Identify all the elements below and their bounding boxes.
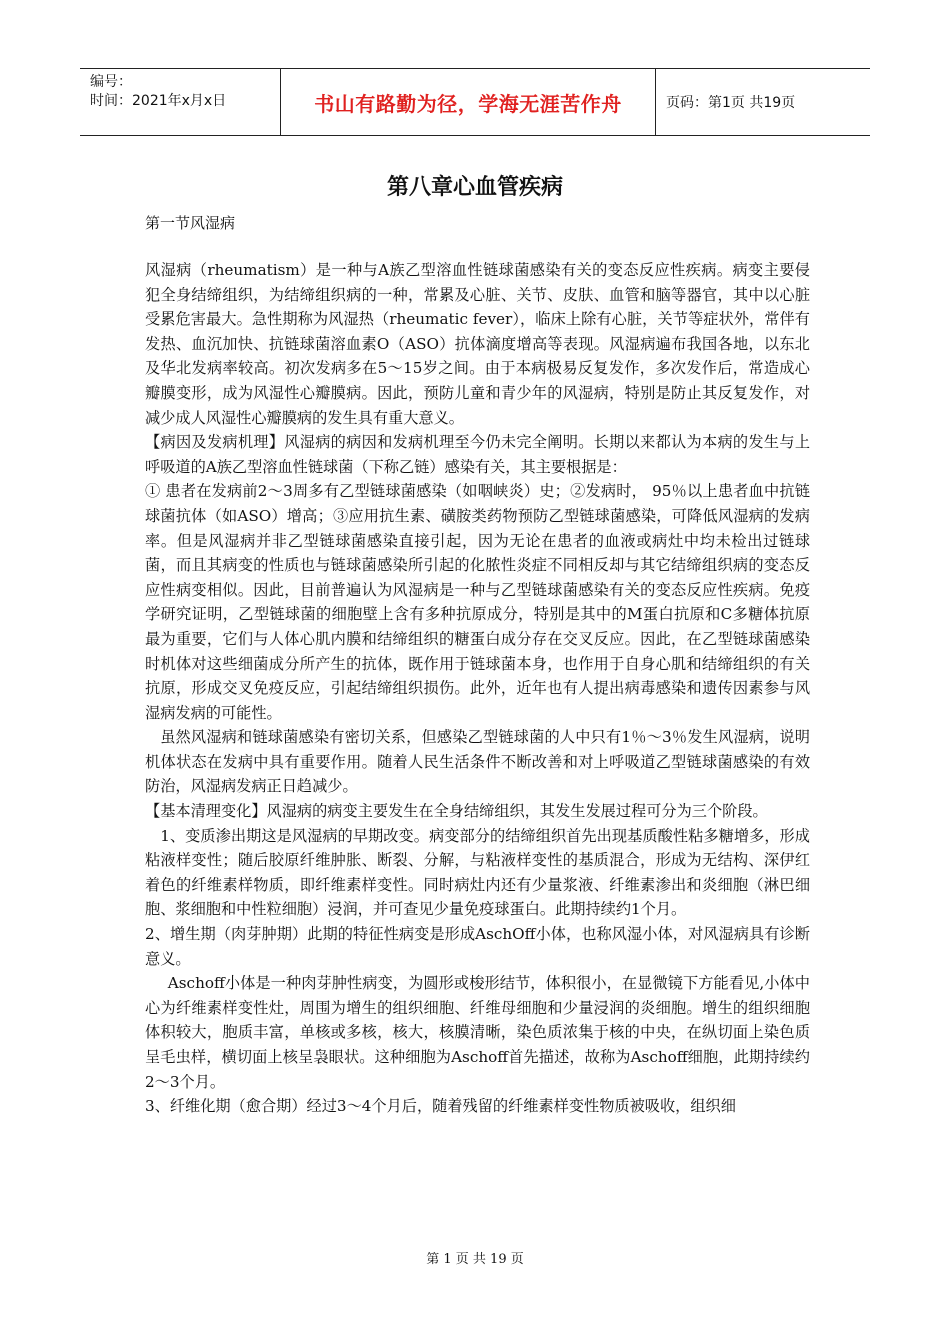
header-meta-cell <box>80 69 281 135</box>
header-motto: 书山有路勤为径，学海无涯苦作舟 <box>281 69 656 135</box>
document-title: 第八章心血管疾病 <box>386 175 563 200</box>
paragraph: 【基本清理变化】风湿病的病变主要发生在全身结缔组织，其发生发展过程可分为三个阶段。 <box>145 802 768 821</box>
paragraph: ① 患者在发病前2～3周多有乙型链球菌感染（如咽峡炎）史；②发病时， 95％以上患者血中抗链球菌抗体（如ASO）增高；③应用抗生素、磺胺类药物预防乙型链球菌感染，可降低风湿病的发病率。但是风湿病并非乙型链球菌感染直接引起，因为无论在患者的血液或病灶中均未检出过链球菌，而且其病变的性质也与链球菌感染所引起的化脓性炎症不同相反却与其它结缔组织病的变态反应性病变相似。因此，目前普遍认为风湿病是一种与乙型链球菌感染有关的变态反应性疾病。免疫学研究证明，乙型链球菌的细胞壁上含有多种抗原成分，特别是其中的M蛋白抗原和C多糖体抗原最为重要，它们与人体心肌内膜和结缔组织的糖蛋白成分存在交叉反应。因此，在乙型链球菌感染时机体对这些细菌成分所产生的抗体，既作用于链球菌本身，也作用于自身心肌和结缔组织的有关抗原，形成交叉免疫反应，引起结缔组织损伤。此外，近年也有人提出病毒感染和遗传因素参与风湿病发病的可能性。 <box>145 482 810 722</box>
paragraph: 风湿病（rheumatism）是一种与A族乙型溶血性链球菌感染有关的变态反应性疾病。病变主要侵犯全身结缔组织，为结缔组织病的一种，常累及心脏、关节、皮肤、血管和脑等器官，其中以心脏受累危害最大。急性期称为风湿热（rheumatic fever），临床上除有心脏，关节等症状外，常伴有发热、血沉加快、抗链球菌溶血素O（ASO）抗体滴度增高等表现。风湿病遍布我国各地，以东北及华北发病率较高。初次发病多在5～15岁之间。由于本病极易反复发作，多次发作后，常造成心瓣膜变形，成为风湿性心瓣膜病。因此，预防儿童和青少年的风湿病，特别是防止其反复发作，对减少成人风湿性心瓣膜病的发生具有重大意义。 <box>145 261 810 427</box>
paragraph: 3、纤维化期（愈合期）经过3～4个月后，随着残留的纤维素样变性物质被吸收，组织细 <box>145 1097 736 1116</box>
section-heading: 第一节风湿病 <box>145 214 236 232</box>
header-number-label: 编号： <box>90 74 132 90</box>
document-body <box>145 258 810 1119</box>
paragraph: 1、变质渗出期这是风湿病的早期改变。病变部分的结缔组织首先出现基质酸性粘多糖增多，形成粘液样变性；随后胶原纤维肿胀、断裂、分解，与粘液样变性的基质混合，形成为无结构、深伊红着色的纤维素样物质，即纤维素样变性。同时病灶内还有少量浆液、纤维素渗出和炎细胞（淋巴细胞、浆细胞和中性粒细胞）浸润，并可查见少量免疫球蛋白。此期持续约1个月。 <box>145 826 810 919</box>
paragraph: 2、增生期（肉芽肿期）此期的特征性病变是形成AschOff小体，也称风湿小体，对风湿病具有诊断意义。 <box>145 925 810 968</box>
header-date-label: 时间：2021年x月x日 <box>90 93 227 109</box>
paragraph: 【病因及发病机理】风湿病的病因和发病机理至今仍未完全阐明。长期以来都认为本病的发生与上呼吸道的A族乙型溶血性链球菌（下称乙链）感染有关，其主要根据是： <box>145 433 810 476</box>
header-table <box>80 68 870 136</box>
page-footer: 第 1 页 共 19 页 <box>426 1252 524 1267</box>
header-page-label: 页码：第1页 共19页 <box>666 95 796 111</box>
paragraph: 虽然风湿病和链球菌感染有密切关系，但感染乙型链球菌的人中只有1％～3％发生风湿病，说明机体状态在发病中具有重要作用。随着人民生活条件不断改善和对上呼吸道乙型链球菌感染的有效防治，风湿病发病正日趋减少。 <box>145 728 810 796</box>
paragraph: Aschoff小体是一种肉芽肿性病变，为圆形或梭形结节，体积很小，在显微镜下方能看见,小体中心为纤维素样变性灶，周围为增生的组织细胞、纤维母细胞和少量浸润的炎细胞。增生的组织细胞体积较大，胞质丰富，单核或多核，核大，核膜清晰，染色质浓集于核的中央，在纵切面上染色质呈毛虫样，横切面上核呈袅眼状。这种细胞为Aschoff首先描述，故称为Aschoff细胞，此期持续约2～3个月。 <box>145 974 810 1091</box>
